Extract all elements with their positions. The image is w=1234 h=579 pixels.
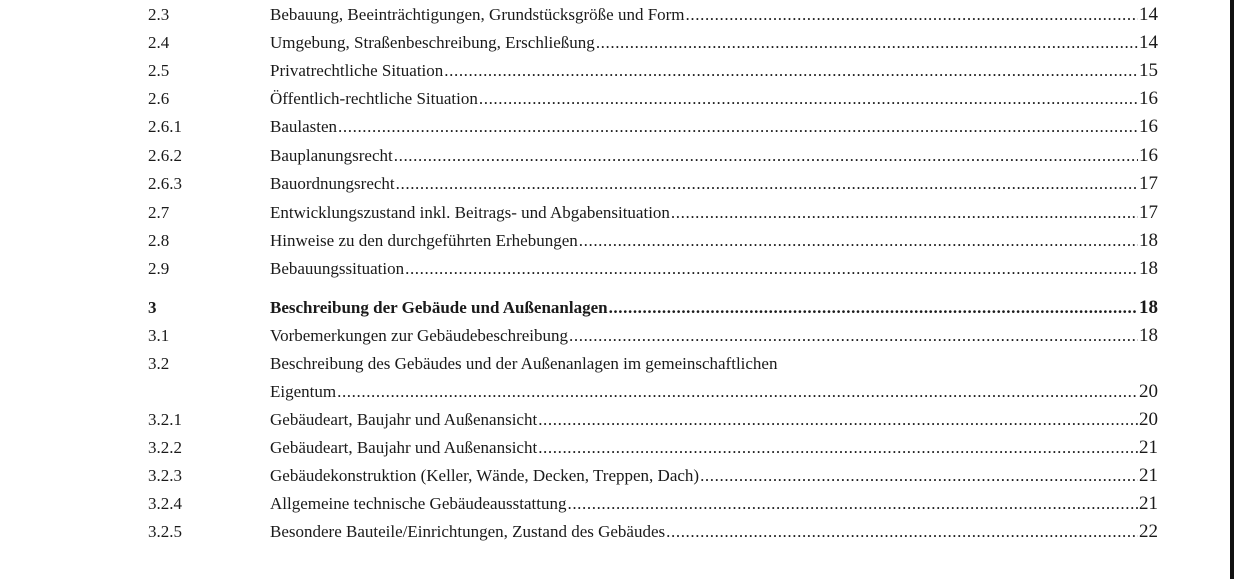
- section-number: 2.6.1: [148, 117, 182, 136]
- section-title: Bauplanungsrecht: [270, 146, 393, 165]
- toc-entry-3-1: [0, 323, 1234, 349]
- page-number: 20: [1139, 381, 1158, 402]
- page-number: 15: [1139, 60, 1158, 81]
- section-title: Gebäudeart, Baujahr und Außenansicht: [270, 438, 538, 457]
- toc-entry-2-8: [0, 228, 1234, 254]
- dot-leader: [338, 114, 1138, 140]
- toc-entry-3-2-1: [0, 407, 1234, 433]
- page-number: 14: [1139, 32, 1158, 53]
- section-title: Hinweise zu den durchgeführten Erhebungen: [270, 231, 578, 250]
- page-number: 16: [1139, 145, 1158, 166]
- section-number: 3.2.3: [148, 466, 182, 485]
- section-number: 3.2.5: [148, 522, 182, 541]
- section-title: Gebäudeart, Baujahr und Außenansicht: [270, 410, 538, 429]
- section-title: Baulasten: [270, 117, 338, 136]
- section-number: 2.9: [148, 259, 170, 278]
- dot-leader: [538, 407, 1138, 433]
- section-title: Bebauungssituation: [270, 259, 405, 278]
- section-title: Privatrechtliche Situation: [270, 61, 444, 80]
- toc-entry-3-2-5: [0, 519, 1234, 545]
- dot-leader: [686, 2, 1138, 28]
- page-number: 17: [1139, 173, 1158, 194]
- page-number: 18: [1139, 258, 1158, 279]
- page-number: 20: [1139, 409, 1158, 430]
- page-number: 16: [1139, 88, 1158, 109]
- page-number: 14: [1139, 4, 1158, 25]
- section-title: Vorbemerkungen zur Gebäudebeschreibung: [270, 326, 569, 345]
- toc-entry-3-2-4: [0, 491, 1234, 517]
- section-number: 2.6.3: [148, 174, 182, 193]
- dot-leader: [579, 228, 1138, 254]
- dot-leader: [609, 295, 1138, 321]
- section-title: Besondere Bauteile/Einrichtungen, Zustand des Gebäudes: [270, 522, 666, 541]
- section-number: 2.7: [148, 203, 170, 222]
- dot-leader: [700, 463, 1138, 489]
- section-title: Gebäudekonstruktion (Keller, Wände, Decken, Treppen, Dach): [270, 466, 700, 485]
- section-number: 2.4: [148, 33, 170, 52]
- dot-leader: [479, 86, 1138, 112]
- section-title: Beschreibung des Gebäudes und der Außenanlagen im gemeinschaftlichen: [270, 354, 778, 373]
- section-title: Öffentlich-rechtliche Situation: [270, 89, 478, 108]
- dot-leader: [569, 323, 1138, 349]
- dot-leader: [337, 379, 1138, 405]
- dot-leader: [671, 200, 1138, 226]
- section-title: Eigentum: [270, 382, 337, 401]
- section-number: 2.6.2: [148, 146, 182, 165]
- page-number: 21: [1139, 437, 1158, 458]
- section-number: 2.5: [148, 61, 170, 80]
- dot-leader: [405, 256, 1138, 282]
- toc-entry-2-6: [0, 86, 1234, 112]
- section-number: 2.8: [148, 231, 170, 250]
- section-title: Allgemeine technische Gebäudeausstattung: [270, 494, 567, 513]
- toc-entry-2-6-1: [0, 114, 1234, 140]
- chapter-title: Beschreibung der Gebäude und Außenanlagen: [270, 298, 608, 317]
- section-number: 3.2.1: [148, 410, 182, 429]
- dot-leader: [396, 171, 1138, 197]
- dot-leader: [394, 143, 1138, 169]
- dot-leader: [567, 491, 1138, 517]
- section-number: 3.2.4: [148, 494, 182, 513]
- section-number: 2.3: [148, 5, 170, 24]
- toc-entry-2-5: [0, 58, 1234, 84]
- dot-leader: [666, 519, 1138, 545]
- toc-entry-2-6-2: [0, 143, 1234, 169]
- section-title: Bauordnungsrecht: [270, 174, 395, 193]
- page-number: 18: [1139, 230, 1158, 251]
- toc-entry-3-2-3: [0, 463, 1234, 489]
- page-number: 16: [1139, 116, 1158, 137]
- dot-leader: [538, 435, 1138, 461]
- section-number: 3.2.2: [148, 438, 182, 457]
- toc-entry-2-7: [0, 200, 1234, 226]
- section-title: Umgebung, Straßenbeschreibung, Erschließung: [270, 33, 595, 52]
- page-number: 18: [1139, 325, 1158, 346]
- toc-entry-2-4: [0, 30, 1234, 56]
- page-number: 21: [1139, 493, 1158, 514]
- page-number: 22: [1139, 521, 1158, 542]
- toc-entry-2-3: [0, 2, 1234, 28]
- toc-entry-3-2-2: [0, 435, 1234, 461]
- page-edge-shadow: [1230, 0, 1234, 579]
- toc-entry-2-6-3: [0, 171, 1234, 197]
- page-number: 21: [1139, 465, 1158, 486]
- toc-entry-3-2-continued: [0, 379, 1234, 405]
- dot-leader: [444, 58, 1138, 84]
- dot-leader: [596, 30, 1138, 56]
- section-number: 3.1: [148, 326, 170, 345]
- chapter-number: 3: [148, 298, 157, 317]
- section-number: 2.6: [148, 89, 170, 108]
- toc-entry-3-2: [0, 351, 1234, 377]
- toc-entry-2-9: [0, 256, 1234, 282]
- section-title: Bebauung, Beeinträchtigungen, Grundstücksgröße und Form: [270, 5, 685, 24]
- page-number: 17: [1139, 202, 1158, 223]
- page-number: 18: [1139, 297, 1158, 318]
- section-number: 3.2: [148, 354, 170, 373]
- toc-entry-3: [0, 295, 1234, 321]
- section-title: Entwicklungszustand inkl. Beitrags- und Abgabensituation: [270, 203, 670, 222]
